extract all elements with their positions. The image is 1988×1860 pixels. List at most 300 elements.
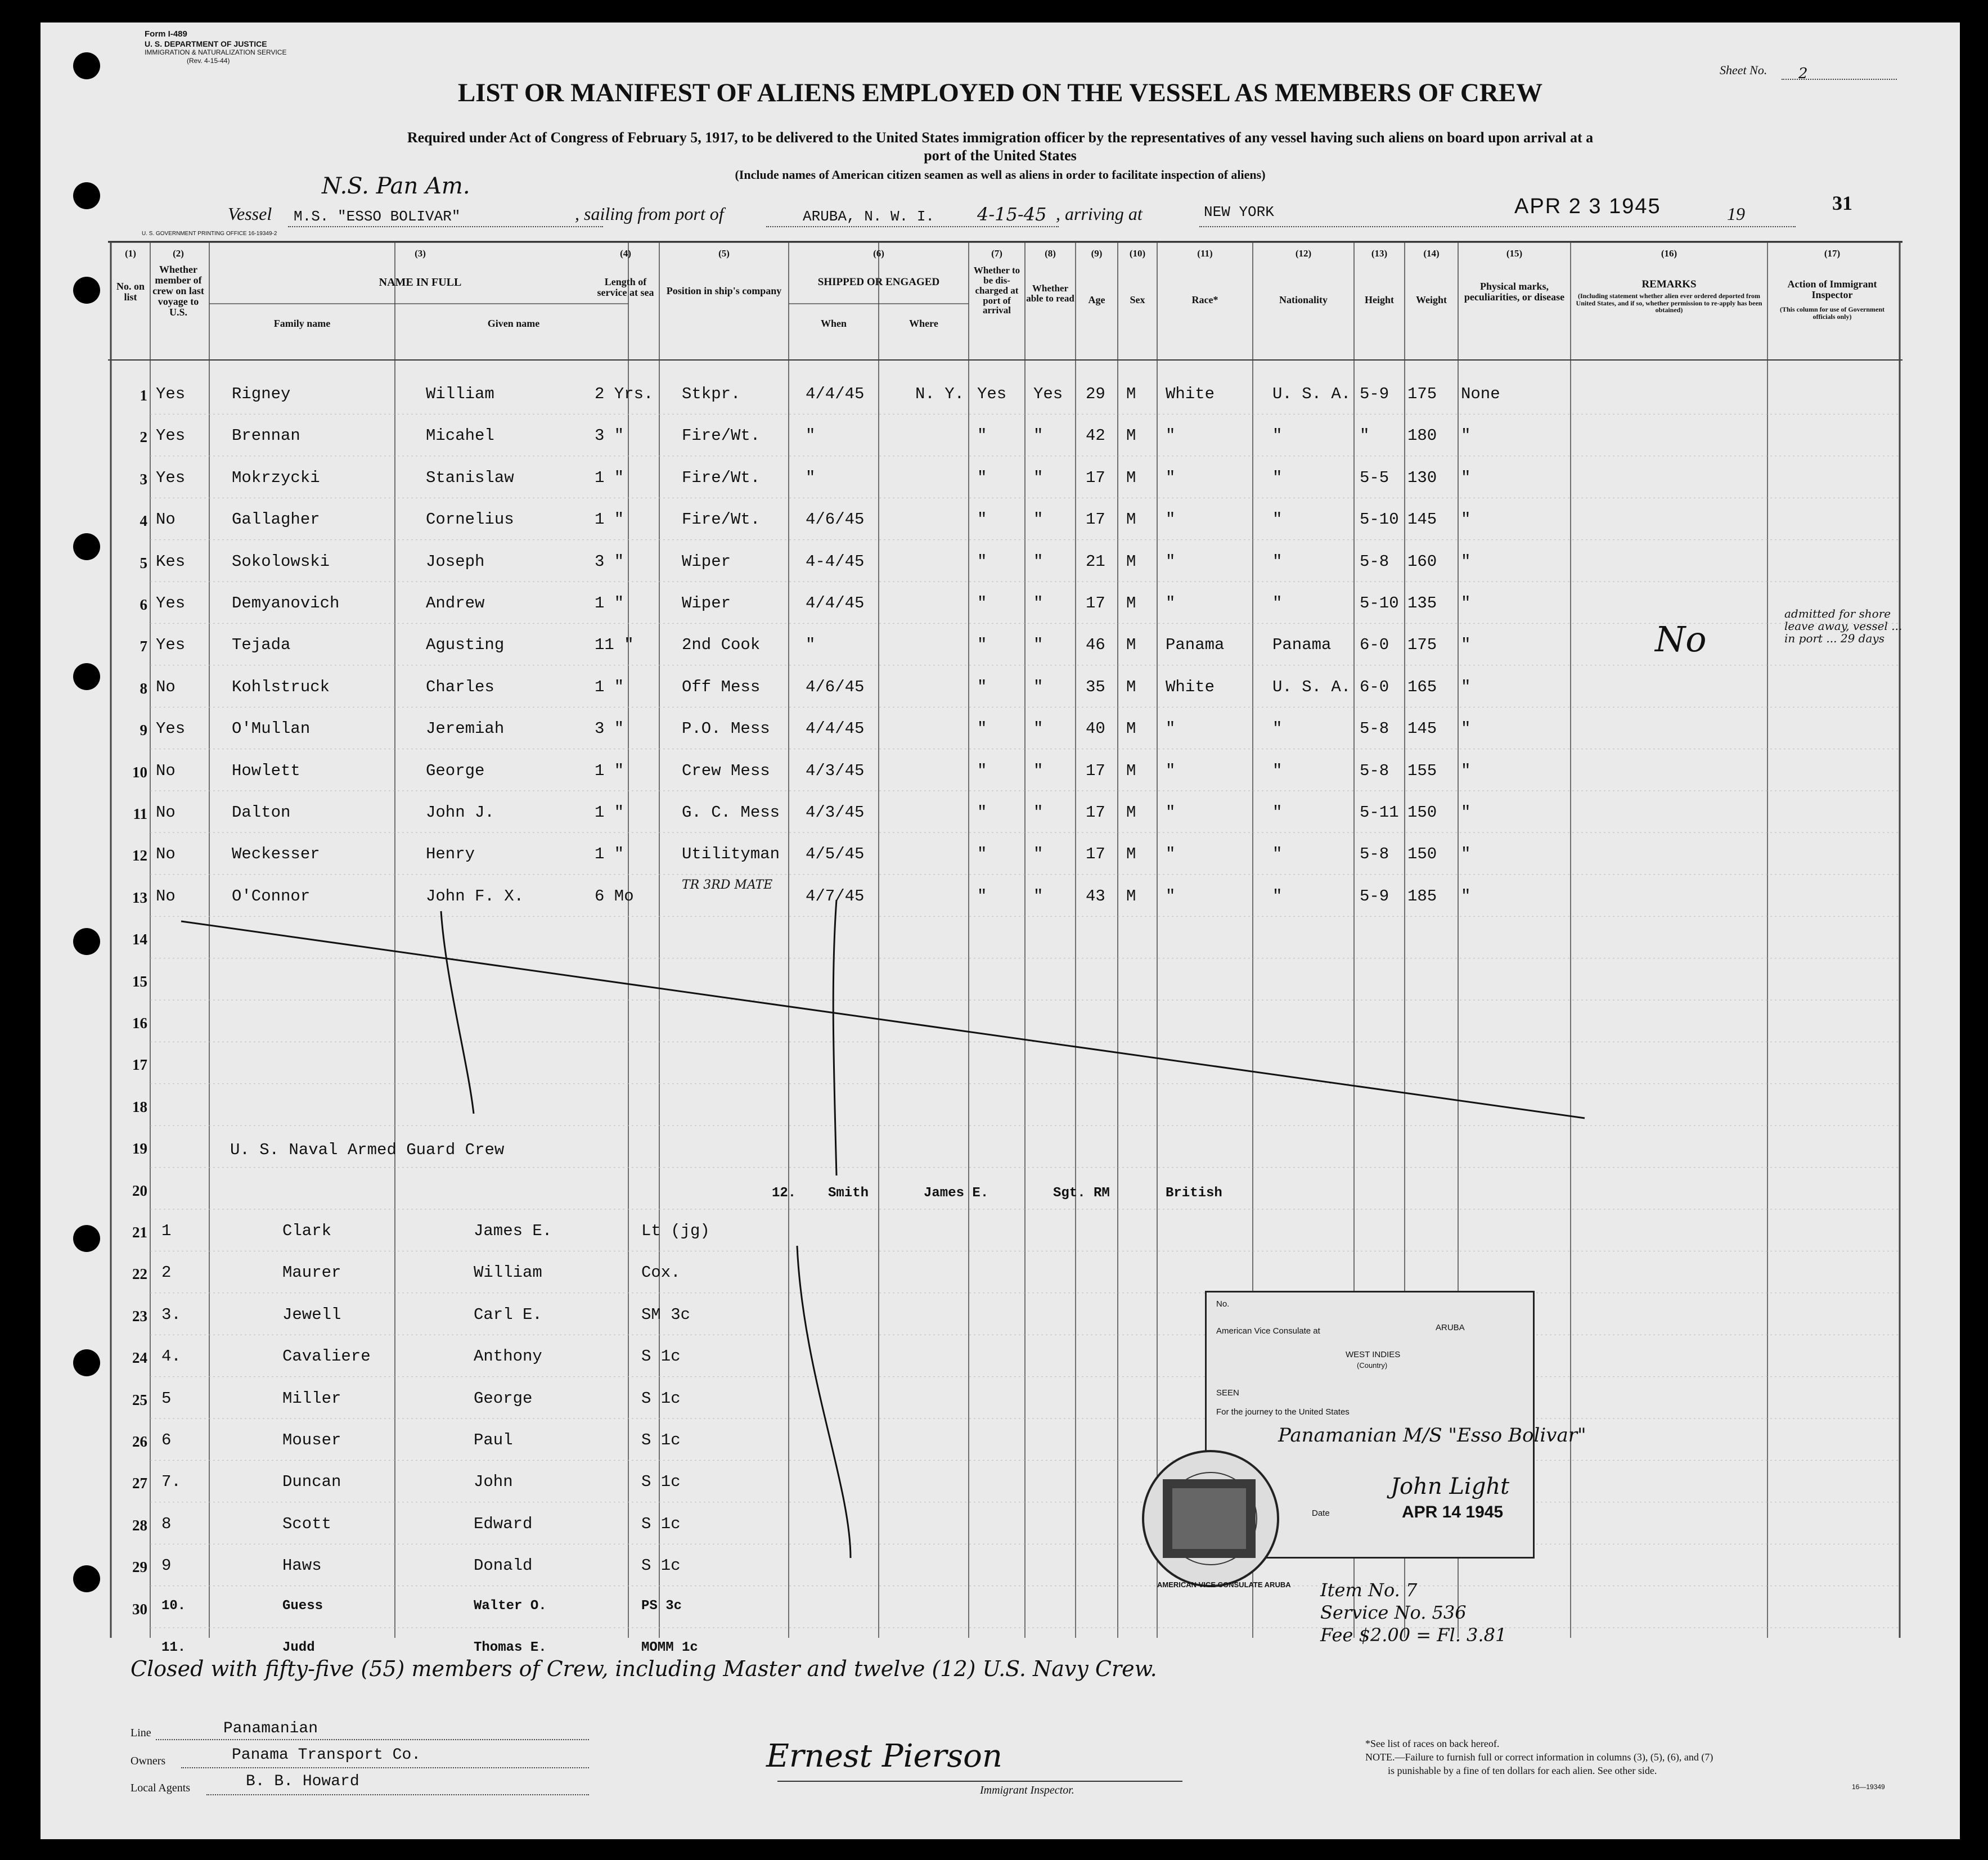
crew-position: Crew Mess	[682, 761, 770, 780]
crew-last-voyage: No	[156, 803, 176, 822]
guard-no: 6	[161, 1431, 172, 1449]
col-header-discharged: Whether to be dis-charged at port of arrival	[973, 265, 1020, 316]
crew-shipped-when: 4/3/45	[806, 803, 865, 822]
crew-read: "	[1033, 636, 1044, 655]
col-header-when: When	[820, 318, 847, 329]
crew-service: 2 Yrs.	[595, 385, 654, 403]
crew-nationality: "	[1272, 468, 1283, 487]
consulate-country-label: (Country)	[1357, 1361, 1388, 1370]
crew-service: 1 "	[595, 677, 624, 696]
crew-position: Fire/Wt.	[682, 510, 761, 529]
crew-last-voyage: No	[156, 677, 176, 696]
col-header-action-note: (This column for use of Government officials only)	[1779, 305, 1885, 321]
crew-last-voyage: Yes	[156, 719, 186, 738]
crew-age: 35	[1086, 677, 1105, 696]
punch-hole	[73, 1349, 100, 1376]
crew-weight: 160	[1407, 552, 1437, 571]
consulate-country: WEST INDIES	[1346, 1350, 1401, 1359]
crew-sex: M	[1126, 468, 1136, 487]
guard-extra-given: James E.	[924, 1186, 989, 1201]
crew-read: "	[1033, 677, 1044, 696]
col-num-12: (12)	[1295, 248, 1312, 259]
guard-family-name: Guess	[282, 1598, 323, 1614]
crew-weight: 150	[1407, 845, 1437, 864]
guard-given-name: Anthony	[474, 1347, 542, 1366]
line-number: 15	[132, 972, 147, 990]
crew-age: 42	[1086, 426, 1105, 445]
corner-number: 31	[1832, 192, 1852, 214]
crew-discharged: "	[977, 886, 987, 906]
guard-no: 5	[161, 1389, 172, 1408]
col-header-no: No. on list	[116, 281, 145, 303]
crew-weight: 135	[1407, 594, 1437, 613]
crew-read: "	[1033, 594, 1044, 613]
line-number: 1	[140, 387, 147, 404]
crew-race: "	[1166, 803, 1176, 822]
crew-age: 17	[1086, 761, 1105, 780]
crew-service: 6 Mo	[595, 886, 634, 906]
guard-given-name: George	[474, 1389, 533, 1408]
guard-extra-no: 12.	[772, 1186, 797, 1201]
col-header-family: Family name	[273, 318, 331, 329]
guard-no: 11.	[161, 1640, 186, 1655]
guard-given-name: Paul	[474, 1431, 513, 1449]
consulate-line: American Vice Consulate at	[1216, 1326, 1320, 1336]
crew-service: 1 "	[595, 594, 624, 613]
line-number: 25	[132, 1391, 147, 1408]
crew-height: 6-0	[1360, 636, 1389, 655]
crew-given-name: Agusting	[426, 636, 505, 655]
line-label: Line	[131, 1727, 151, 1739]
crew-age: 17	[1086, 510, 1105, 529]
crew-service: 3 "	[595, 719, 624, 738]
form-code: 16—19349	[1852, 1783, 1885, 1791]
line-number: 17	[132, 1056, 147, 1074]
col-header-sex: Sex	[1130, 294, 1145, 305]
crew-age: 43	[1086, 886, 1105, 906]
crew-position: 2nd Cook	[682, 636, 761, 655]
punch-hole	[73, 533, 100, 560]
col-num-16: (16)	[1661, 248, 1677, 259]
crew-family-name: Weckesser	[232, 845, 320, 864]
sheet-label: Sheet No.	[1720, 63, 1767, 77]
line-number: 26	[132, 1433, 147, 1450]
consulate-place: ARUBA	[1436, 1323, 1465, 1332]
col-num-7: (7)	[991, 248, 1002, 259]
guard-no: 2	[161, 1263, 172, 1282]
crew-last-voyage: No	[156, 510, 176, 529]
closing-statement: Closed with fifty-five (55) members of Crew, including Master and twelve (12) U.S. Navy Crew.	[131, 1656, 1157, 1681]
seal-text: AMERICAN VICE CONSULATE ARUBA	[1157, 1580, 1291, 1589]
crew-family-name: Sokolowski	[232, 552, 330, 571]
line-number: 22	[132, 1265, 147, 1283]
crew-read: "	[1033, 719, 1044, 738]
line-number: 20	[132, 1182, 147, 1199]
guard-family-name: Jewell	[282, 1305, 341, 1324]
crew-position: Off Mess	[682, 677, 761, 696]
crew-race: "	[1166, 845, 1176, 864]
guard-rank: S 1c	[641, 1472, 681, 1492]
crew-discharged: "	[977, 426, 987, 445]
crew-race: White	[1166, 385, 1215, 403]
col-num-14: (14)	[1423, 248, 1440, 259]
crew-nationality: "	[1272, 886, 1283, 906]
crew-read: Yes	[1033, 385, 1063, 403]
guard-rank: MOMM 1c	[641, 1640, 698, 1655]
punch-hole	[73, 182, 100, 209]
cancel-strokes	[41, 22, 1960, 1839]
crew-sex: M	[1126, 552, 1136, 571]
guard-rank: PS 3c	[641, 1598, 682, 1614]
arriving-label: , arriving at	[1056, 204, 1143, 224]
col-header-position: Position in ship's company	[666, 285, 782, 296]
crew-marks: "	[1461, 510, 1471, 529]
consulate-no: No.	[1216, 1299, 1230, 1309]
col-num-5: (5)	[718, 248, 730, 259]
guard-no: 9	[161, 1556, 172, 1575]
crew-age: 21	[1086, 552, 1105, 571]
crew-marks: "	[1461, 636, 1471, 655]
line-number: 6	[140, 596, 147, 613]
crew-family-name: Mokrzycki	[232, 468, 320, 487]
guard-rank: S 1c	[641, 1514, 681, 1533]
crew-read: "	[1033, 803, 1044, 822]
guard-no: 8	[161, 1514, 172, 1533]
crew-shipped-when: "	[806, 636, 816, 655]
crew-age: 17	[1086, 803, 1105, 822]
crew-nationality: Panama	[1272, 636, 1332, 655]
agents-label: Local Agents	[131, 1782, 191, 1794]
crew-read: "	[1033, 845, 1044, 864]
crew-position: Fire/Wt.	[682, 468, 761, 487]
crew-weight: 145	[1407, 510, 1437, 529]
guard-given-name: Thomas E.	[474, 1640, 547, 1655]
col-header-service: Length of service at sea	[597, 276, 654, 298]
agents-value: B. B. Howard	[246, 1773, 359, 1790]
form-subtitle-2: port of the United States	[924, 147, 1077, 164]
crew-height: 5-10	[1360, 510, 1399, 529]
vessel-handwritten: N.S. Pan Am.	[322, 173, 470, 199]
guard-rank: S 1c	[641, 1347, 681, 1366]
crew-sex: M	[1126, 677, 1136, 696]
inspector-signature: Ernest Pierson	[766, 1738, 1002, 1775]
crew-discharged: "	[977, 510, 987, 529]
line-number: 27	[132, 1475, 147, 1492]
punch-hole	[73, 277, 100, 304]
crew-service: 3 "	[595, 552, 624, 571]
crew-nationality: "	[1272, 510, 1283, 529]
crew-sex: M	[1126, 803, 1136, 822]
line-number: 30	[132, 1600, 147, 1618]
crew-age: 17	[1086, 468, 1105, 487]
crew-weight: 180	[1407, 426, 1437, 445]
crew-nationality: "	[1272, 552, 1283, 571]
crew-race: "	[1166, 594, 1176, 613]
crew-shipped-when: 4/4/45	[806, 719, 865, 738]
crew-marks: None	[1461, 385, 1500, 403]
crew-given-name: Micahel	[426, 426, 494, 445]
crew-height: 5-9	[1360, 886, 1389, 906]
col-num-3: (3)	[415, 248, 426, 259]
crew-given-name: Charles	[426, 677, 494, 696]
port-name: ARUBA, N. W. I.	[803, 208, 935, 225]
owners-underline	[181, 1767, 589, 1768]
crew-given-name: Joseph	[426, 552, 485, 571]
crew-position: Stkpr.	[682, 385, 741, 403]
crew-given-name: John J.	[426, 803, 494, 822]
crew-position: Fire/Wt.	[682, 426, 761, 445]
col-num-8: (8)	[1045, 248, 1056, 259]
crew-read: "	[1033, 886, 1044, 906]
crew-height: 5-8	[1360, 719, 1389, 738]
crew-last-voyage: Yes	[156, 468, 186, 487]
punch-hole	[73, 1225, 100, 1252]
col-header-remarks: REMARKS	[1641, 278, 1697, 290]
punch-hole	[73, 1565, 100, 1592]
crew-shipped-when: 4/3/45	[806, 761, 865, 780]
crew-nationality: "	[1272, 594, 1283, 613]
crew-last-voyage: No	[156, 845, 176, 864]
crew-sex: M	[1126, 594, 1136, 613]
col-header-marks: Physical marks, peculiarities, or disease	[1464, 281, 1565, 303]
crew-height: "	[1360, 426, 1370, 445]
crew-discharged: "	[977, 468, 987, 487]
crew-marks: "	[1461, 803, 1471, 822]
crew-height: 5-10	[1360, 594, 1399, 613]
crew-discharged: "	[977, 594, 987, 613]
line-number: 10	[132, 763, 147, 781]
col-num-2: (2)	[173, 248, 184, 259]
crew-sex: M	[1126, 886, 1136, 906]
crew-sex: M	[1126, 510, 1136, 529]
line-underline	[156, 1739, 589, 1740]
col-num-15: (15)	[1506, 248, 1523, 259]
crew-marks: "	[1461, 594, 1471, 613]
crew-height: 5-9	[1360, 385, 1389, 403]
col-header-age: Age	[1088, 294, 1105, 305]
line-number: 7	[140, 638, 147, 655]
crew-family-name: Rigney	[232, 385, 291, 403]
crew-sex: M	[1126, 636, 1136, 655]
sailing-date: 4-15-45	[977, 204, 1047, 225]
crew-weight: 130	[1407, 468, 1437, 487]
line-number: 11	[133, 805, 147, 822]
guard-family-name: Cavaliere	[282, 1347, 371, 1366]
crew-family-name: Gallagher	[232, 510, 320, 529]
crew-age: 46	[1086, 636, 1105, 655]
crew-age: 40	[1086, 719, 1105, 738]
line-number: 9	[140, 722, 147, 739]
col-header-where: Where	[909, 318, 938, 329]
guard-no: 1	[161, 1222, 172, 1240]
guard-no: 3.	[161, 1305, 181, 1324]
crew-weight: 185	[1407, 886, 1437, 906]
owners-value: Panama Transport Co.	[232, 1746, 421, 1764]
crew-discharged: Yes	[977, 385, 1007, 403]
guard-family-name: Haws	[282, 1556, 322, 1575]
crew-shipped-where: N. Y.	[915, 385, 965, 403]
crew-discharged: "	[977, 761, 987, 780]
service-number: Service No. 536	[1320, 1602, 1467, 1623]
crew-family-name: Tejada	[232, 636, 291, 655]
crew-shipped-when: "	[806, 468, 816, 487]
crew-family-name: Demyanovich	[232, 594, 340, 613]
printing-office: U. S. GOVERNMENT PRINTING OFFICE 16-19349-2	[142, 231, 277, 237]
guard-rank: S 1c	[641, 1389, 681, 1408]
guard-extra-family: Smith	[828, 1186, 869, 1201]
crew-height: 5-8	[1360, 761, 1389, 780]
line-number: 2	[140, 429, 147, 446]
owners-label: Owners	[131, 1755, 166, 1767]
crew-race: "	[1166, 886, 1176, 906]
guard-no: 7.	[161, 1472, 181, 1492]
guard-rank: Cox.	[641, 1263, 681, 1282]
crew-given-name: George	[426, 761, 485, 780]
vessel-name: M.S. "ESSO BOLIVAR"	[294, 208, 461, 225]
punch-hole	[73, 928, 100, 955]
crew-height: 5-11	[1360, 803, 1399, 822]
form-instructions: (Include names of American citizen seamen as well as aliens in order to facilitate inspection of aliens)	[735, 168, 1266, 182]
col-header-name: NAME IN FULL	[379, 276, 462, 289]
crew-family-name: Howlett	[232, 761, 300, 780]
line-number: 14	[132, 931, 147, 948]
crew-height: 5-8	[1360, 552, 1389, 571]
crew-height: 5-5	[1360, 468, 1389, 487]
guard-given-name: James E.	[474, 1222, 552, 1240]
crew-nationality: U. S. A.	[1272, 385, 1351, 403]
line-number: 18	[132, 1098, 147, 1115]
line-number: 28	[132, 1516, 147, 1534]
crew-shipped-when: 4/5/45	[806, 845, 865, 864]
crew-discharged: "	[977, 636, 987, 655]
crew-age: 17	[1086, 594, 1105, 613]
col-num-17: (17)	[1824, 248, 1841, 259]
col-header-shipped: SHIPPED OR ENGAGED	[817, 276, 940, 288]
form-number: Form I-489	[145, 29, 187, 39]
crew-discharged: "	[977, 719, 987, 738]
inspector-line	[777, 1781, 1182, 1782]
line-number: 19	[132, 1140, 147, 1158]
crew-given-name: Jeremiah	[426, 719, 505, 738]
arrival-date-stamp: APR 2 3 1945	[1514, 195, 1661, 218]
col-header-remarks-note: (Including statement whether alien ever ordered deported from United States, and if so, whether permission to re-apply has been obtained)	[1576, 292, 1762, 314]
crew-service: 1 "	[595, 845, 624, 864]
consulate-seal	[1132, 1440, 1289, 1597]
guard-rank: Lt (jg)	[641, 1222, 710, 1240]
crew-race: White	[1166, 677, 1215, 696]
line-number: 8	[140, 679, 147, 697]
crew-discharged: "	[977, 552, 987, 571]
col-num-10: (10)	[1129, 248, 1146, 259]
crew-marks: "	[1461, 719, 1471, 738]
crew-read: "	[1033, 761, 1044, 780]
crew-service: 1 "	[595, 510, 624, 529]
crew-position: Wiper	[682, 552, 731, 571]
crew-read: "	[1033, 510, 1044, 529]
crew-marks: "	[1461, 677, 1471, 696]
consulate-journey: For the journey to the United States	[1216, 1407, 1350, 1417]
crew-service: 3 "	[595, 426, 624, 445]
revision: (Rev. 4-15-44)	[187, 57, 230, 65]
guard-family-name: Maurer	[282, 1263, 341, 1282]
crew-shipped-when: 4/7/45	[806, 886, 865, 906]
agents-underline	[206, 1794, 589, 1795]
crew-family-name: Brennan	[232, 426, 300, 445]
col-header-race: Race*	[1191, 294, 1218, 305]
crew-given-name: John F. X.	[426, 886, 524, 906]
crew-sex: M	[1126, 761, 1136, 780]
crew-position: TR 3RD MATE	[682, 877, 773, 892]
crew-weight: 175	[1407, 636, 1437, 655]
sailing-label: , sailing from port of	[575, 204, 724, 224]
punch-hole	[73, 52, 100, 79]
crew-nationality: "	[1272, 845, 1283, 864]
crew-age: 29	[1086, 385, 1105, 403]
crew-last-voyage: Yes	[156, 636, 186, 655]
crew-sex: M	[1126, 426, 1136, 445]
consulate-seen: SEEN	[1216, 1388, 1239, 1398]
crew-family-name: Kohlstruck	[232, 677, 330, 696]
guard-given-name: Donald	[474, 1556, 533, 1575]
form-title: LIST OR MANIFEST OF ALIENS EMPLOYED ON THE VESSEL AS MEMBERS OF CREW	[457, 78, 1543, 107]
col-header-last-voyage: Whether member of crew on last voyage to U.S.	[152, 264, 204, 318]
col-num-13: (13)	[1371, 248, 1388, 259]
guard-rank: S 1c	[641, 1556, 681, 1575]
crew-shipped-when: 4/4/45	[806, 385, 865, 403]
crew-last-voyage: Yes	[156, 594, 186, 613]
crew-race: "	[1166, 510, 1176, 529]
guard-rank: SM 3c	[641, 1305, 691, 1324]
guard-given-name: John	[474, 1472, 513, 1492]
col-header-nationality: Nationality	[1279, 294, 1328, 305]
crew-read: "	[1033, 552, 1044, 571]
guard-given-name: William	[474, 1263, 542, 1282]
crew-shipped-when: 4/6/45	[806, 510, 865, 529]
crew-marks: "	[1461, 426, 1471, 445]
arriving-port: NEW YORK	[1204, 204, 1274, 220]
line-number: 13	[132, 889, 147, 906]
crew-family-name: O'Connor	[232, 886, 311, 906]
year-label: 19	[1727, 204, 1745, 224]
crew-race: "	[1166, 426, 1176, 445]
crew-sex: M	[1126, 719, 1136, 738]
service-name: IMMIGRATION & NATURALIZATION SERVICE	[145, 48, 287, 56]
guard-given-name: Edward	[474, 1514, 533, 1533]
guard-given-name: Walter O.	[474, 1598, 547, 1614]
crew-marks: "	[1461, 761, 1471, 780]
remark-row7-action: admitted for shore leave away, vessel ... in port ... 29 days	[1784, 607, 1902, 645]
crew-last-voyage: Yes	[156, 426, 186, 445]
col-num-9: (9)	[1091, 248, 1103, 259]
note-races: *See list of races on back hereof.	[1365, 1738, 1500, 1749]
guard-extra-nationality: British	[1166, 1186, 1222, 1201]
crew-discharged: "	[977, 845, 987, 864]
line-number: 24	[132, 1349, 147, 1367]
crew-position: Wiper	[682, 594, 731, 613]
punch-hole	[73, 663, 100, 690]
line-number: 3	[140, 470, 147, 488]
guard-no: 4.	[161, 1347, 181, 1366]
guard-family-name: Miller	[282, 1389, 341, 1408]
crew-nationality: "	[1272, 426, 1283, 445]
guard-family-name: Clark	[282, 1222, 332, 1240]
sheet-number: 2	[1798, 65, 1808, 82]
consul-signature: John Light	[1391, 1474, 1510, 1499]
crew-height: 5-8	[1360, 845, 1389, 864]
line-number: 4	[140, 512, 147, 530]
crew-discharged: "	[977, 803, 987, 822]
crew-marks: "	[1461, 468, 1471, 487]
